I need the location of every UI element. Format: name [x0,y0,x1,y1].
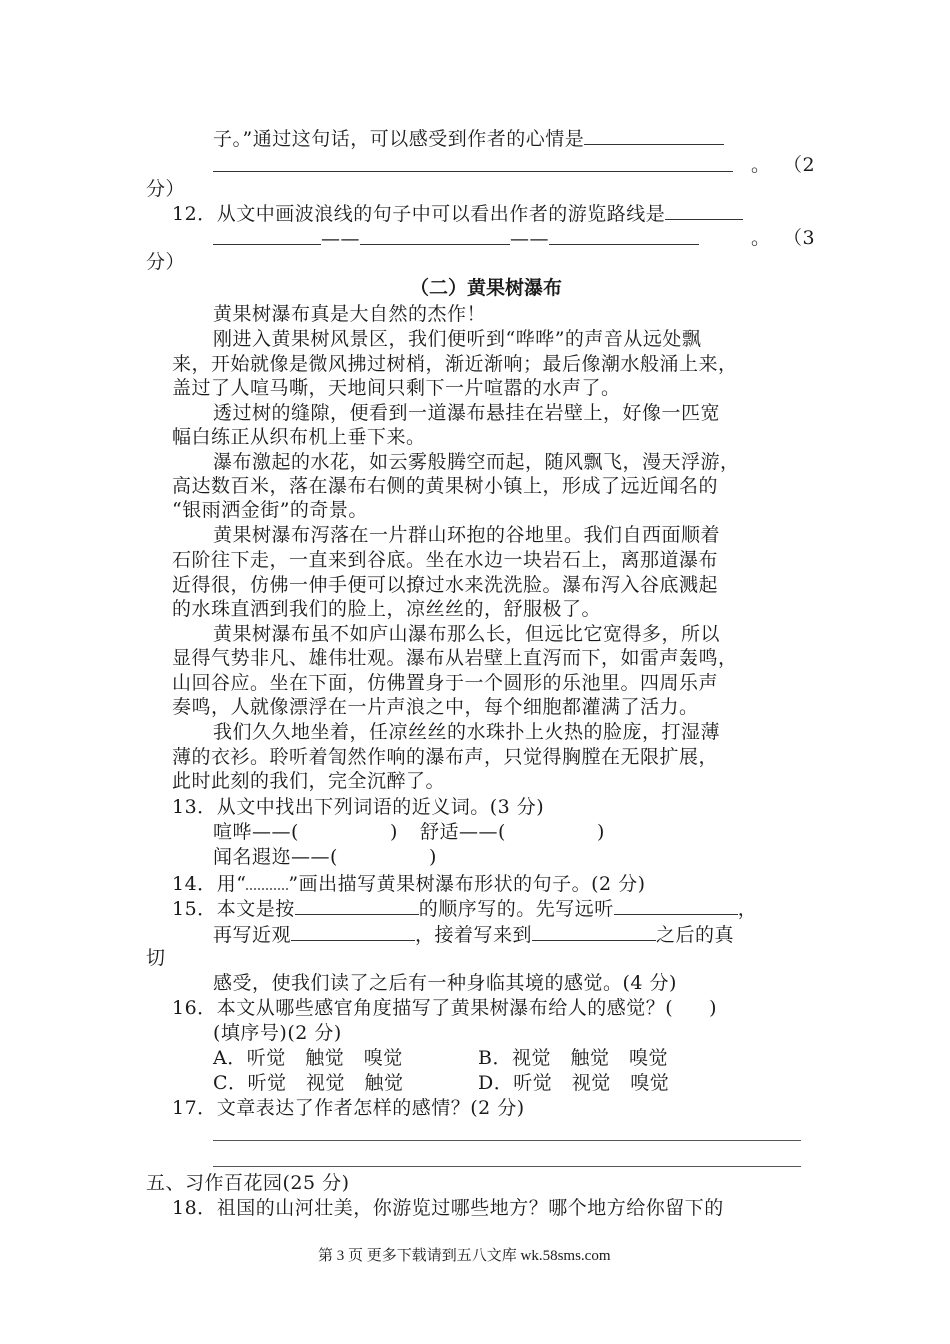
passage-line: 黄果树瀑布泻落在一片群山环抱的谷地里。我们自西面顺着 [213,524,721,546]
passage-line: 薄的衣衫。聆听着訇然作响的瀑布声，只觉得胸膛在无限扩展， [172,746,719,768]
q13-row2: 闻名遐迩——( ) [213,846,437,868]
wavy-line-icon [246,870,288,890]
passage-line: 显得气势非凡、雄伟壮观。瀑布从岩壁上直泻而下，如雷声轰鸣， [172,647,738,669]
q16-option-b[interactable]: B．视觉 触觉 嗅觉 [478,1047,668,1069]
q11-line1: 子。”通过这句话，可以感受到作者的心情是 [213,126,724,151]
passage-line: 盖过了人喧马嘶，天地间只剩下一片喧嚣的水声了。 [172,377,621,399]
passage-line: “银雨洒金街”的奇景。 [172,499,368,521]
passage-line: 刚进入黄果树风景区，我们便听到“哗哗”的声音从远处飘 [213,328,702,350]
q16-hint: (填序号)(2 分) [213,1022,342,1044]
passage-line: 来，开始就像是微风拂过树梢，渐近渐响；最后像潮水般涌上来， [172,353,738,375]
answer-line[interactable] [213,1140,801,1141]
q16-option-c[interactable]: C．听觉 视觉 触觉 [213,1072,404,1094]
q18-question: 18．祖国的山河壮美，你游览过哪些地方？哪个地方给你留下的 [172,1197,724,1219]
passage-line: 高达数百米，落在瀑布右侧的黄果树小镇上，形成了远近闻名的 [172,475,719,497]
answer-blank[interactable] [584,126,724,145]
q16-option-a[interactable]: A．听觉 触觉 嗅觉 [213,1047,403,1069]
q15-line3: 切 [146,947,166,969]
passage-line: 透过树的缝隙，便看到一道瀑布悬挂在岩壁上，好像一匹宽 [213,402,721,424]
passage-line: 我们久久地坐着，任凉丝丝的水珠扑上火热的脸庞，打湿薄 [213,721,721,743]
answer-blank[interactable] [665,201,743,220]
passage-line: 石阶往下走，一直来到谷底。坐在水边一块岩石上，离那道瀑布 [172,549,719,571]
answer-blank[interactable] [549,226,699,245]
q15-line4: 感受，使我们读了之后有一种身临其境的感觉。(4 分) [213,972,677,994]
passage-line: 黄果树瀑布虽不如庐山瀑布那么长，但远比它宽得多，所以 [213,623,721,645]
passage-title: （二）黄果树瀑布 [410,277,563,299]
answer-blank[interactable] [295,896,419,915]
answer-line[interactable] [213,1166,801,1167]
section-heading: 五、习作百花园(25 分) [146,1172,350,1194]
q13-row1: 喧哗——( ) [213,821,398,843]
answer-blank[interactable] [614,896,738,915]
passage-line: 奏鸣，人就像漂浮在一片声浪之中，每个细胞都灌满了活力。 [172,696,699,718]
answer-blank[interactable] [213,226,321,245]
q15-line1: 15．本文是按 的顺序写的。先写远听 ， [172,898,758,920]
passage-line: 山回谷应。坐在下面，仿佛置身于一个圆形的乐池里。四周乐声 [172,672,719,694]
answer-blank[interactable] [291,922,415,941]
q16-option-d[interactable]: D．听觉 视觉 嗅觉 [478,1072,670,1094]
passage-line: 此时此刻的我们，完全沉醉了。 [172,770,446,792]
passage-line: 瀑布激起的水花，如云雾般腾空而起，随风飘飞，漫天浮游， [213,451,740,473]
q13-row1b: 舒适——( ) [420,821,605,843]
q13-question: 13．从文中找出下列词语的近义词。(3 分) [172,796,545,818]
passage-line: 黄果树瀑布真是大自然的杰作！ [213,303,487,325]
q16-question: 16．本文从哪些感官角度描写了黄果树瀑布给人的感觉？( ) [172,997,718,1019]
passage-line: 幅白练正从织布机上垂下来。 [172,426,426,448]
q17-question: 17．文章表达了作者怎样的感情？(2 分) [172,1097,525,1119]
q14-question: 14．用“ ”画出描写黄果树瀑布形状的句子。(2 分) [172,870,646,896]
q12-score-close: 分） [146,251,186,273]
answer-blank[interactable] [213,153,733,172]
passage-line: 近得很，仿佛一伸手便可以撩过水来洗洗脸。瀑布泻入谷底溅起 [172,574,719,596]
page-footer: 第 3 页 更多下载请到五八文库 wk.58sms.com [318,1248,611,1264]
q11-score-close: 分） [146,178,186,200]
q15-line2: 再写近观 ，接着写来到 之后的真 [213,924,735,946]
answer-blank[interactable] [360,226,510,245]
q12-line1: 12．从文中画波浪线的句子中可以看出作者的游览路线是 [172,201,743,226]
q12-line2: —— —— 。 （3 [213,226,809,251]
q11-line2: 。 （2 [213,153,809,178]
passage-line: 的水珠直洒到我们的脸上，凉丝丝的，舒服极了。 [172,598,602,620]
answer-blank[interactable] [532,922,656,941]
